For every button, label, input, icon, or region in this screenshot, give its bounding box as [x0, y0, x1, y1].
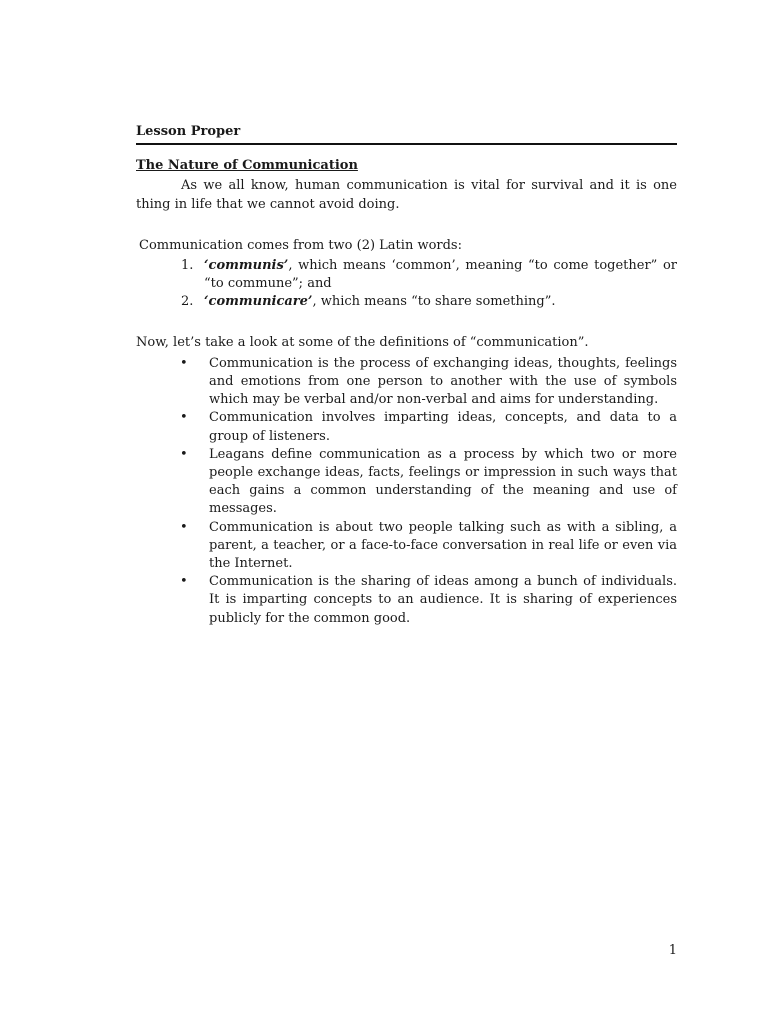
latin-word-item: [136, 257, 677, 293]
lesson-heading: Lesson Proper: [136, 124, 241, 139]
definition-text: Communication is about two people talking such as with a sibling, a parent, a teacher, or a face-to-face conversation in real life or even via the Internet.: [209, 519, 677, 572]
list-number: 2.: [181, 294, 194, 310]
definition-text: Communication involves imparting ideas, concepts, and data to a group of listeners.: [209, 410, 677, 444]
latin-word-item: [136, 293, 677, 311]
definition-item: [136, 355, 677, 410]
section-title: The Nature of Communication: [136, 158, 358, 174]
latin-intro: Communication comes from two (2) Latin words:: [139, 237, 462, 253]
definition-text: Communication is the process of exchanging ideas, thoughts, feelings and emotions from one person to another with the use of symbols which may be verbal and/or non-verbal and aims for understanding.: [209, 355, 677, 408]
definitions-list: [136, 355, 677, 628]
intro-paragraph: As we all know, human communication is vital for survival and it is one thing in life that we cannot avoid doing.: [136, 178, 677, 212]
definition-item: [136, 519, 677, 574]
latin-words-list: [136, 257, 677, 312]
page-content: [136, 123, 677, 628]
definitions-intro: Now, let’s take a look at some of the definitions of “communication”.: [136, 334, 589, 350]
bullet-icon: •: [180, 574, 188, 590]
definition-item: [136, 446, 677, 519]
definition-text: Leagans define communication as a process by which two or more people exchange ideas, facts, feelings or impression in such ways that each gains a common understanding of the meaning and use of messages.: [209, 446, 677, 517]
latin-term: ‘communis’: [204, 258, 289, 274]
definition-item: [136, 409, 677, 445]
latin-term: ‘communicare’: [204, 294, 313, 310]
latin-definition: , which means “to share something”.: [312, 294, 556, 310]
bullet-icon: •: [180, 519, 188, 535]
bullet-icon: •: [180, 446, 188, 462]
bullet-icon: •: [180, 355, 188, 371]
bullet-icon: •: [180, 410, 188, 426]
definition-item: [136, 573, 677, 628]
page-number: 1: [668, 943, 677, 958]
heading-rule: [136, 143, 677, 145]
definition-text: Communication is the sharing of ideas among a bunch of individuals. It is imparting concepts to an audience. It is sharing of experiences publicly for the common good.: [209, 574, 677, 626]
list-number: 1.: [181, 258, 194, 274]
latin-definition: , which means ‘common’, meaning “to come together” or “to commune”; and: [204, 258, 677, 292]
